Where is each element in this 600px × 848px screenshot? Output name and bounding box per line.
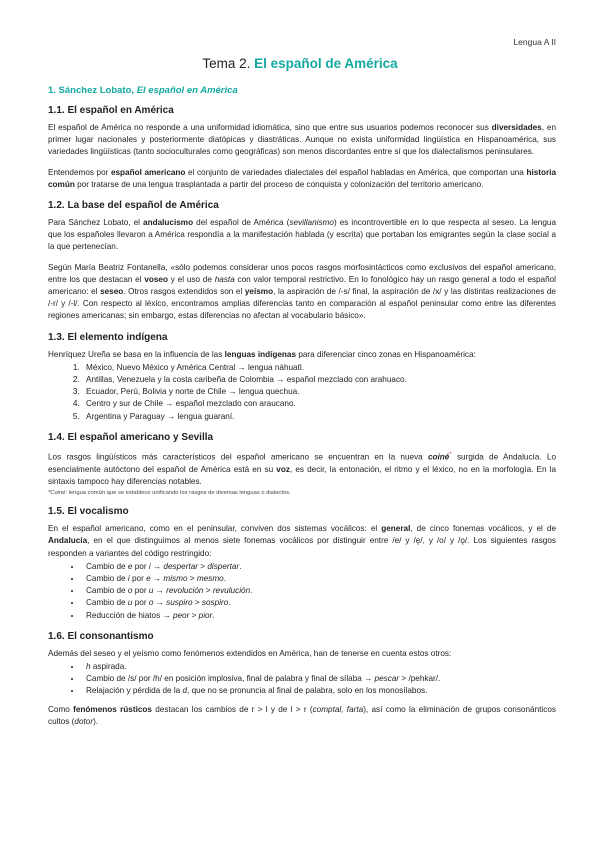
title-main: El español de América [254, 56, 398, 71]
list-item: • Cambio de e por i → despertar > dispertar. [82, 561, 556, 573]
list-item: • h aspirada. [82, 661, 556, 673]
list-item: 5. Argentina y Paraguay → lengua guaraní. [82, 411, 556, 423]
section-heading-1-4: 1.4. El español americano y Sevilla [48, 431, 214, 443]
paragraph: Henríquez Ureña se basa en la influencia de las lenguas indígenas para diferenciar cinco zonas en Hispanoamérica: [48, 349, 476, 359]
paragraph: Además del seseo y el yeísmo como fenómenos extendidos en América, han de tenerse en cuenta estos otros: [48, 648, 452, 658]
paragraph: Como fenómenos rústicos destacan los cambios de r > l y de l > r (comptal, farta), así como la eliminación de grupos consonánticos cultos (dotor). [48, 704, 556, 726]
list-item: 3. Ecuador, Perú, Bolivia y norte de Chile → lengua quechua. [82, 386, 556, 398]
author-heading: 1. Sánchez Lobato, El español en América [48, 85, 238, 96]
paragraph: En el español americano, como en el peninsular, conviven dos sistemas vocálicos: el general, de cinco fonemas vocálicos, y el de Andalucía, en el que distinguimos al menos siete fonemas vocálicos por distinguir entre /e/ y /ę/, y /o/ y /ǫ/. Los siguientes rasgos responden a variantes del código restringido: [48, 524, 557, 558]
list-item: • Reducción de hiatos → peor > pior. [82, 610, 556, 622]
paragraph: Entendemos por español americano el conjunto de variedades dialectales del español habladas en América, que comportan una historia común por tratarse de una lengua trasplantada a partir del proceso de conquista y colonización del territorio americano. [48, 167, 557, 189]
list-item: • Cambio de i por e → mismo > mesmo. [82, 573, 556, 585]
section-heading-1-1: 1.1. El español en América [48, 105, 174, 116]
paragraph: El español de América no responde a una uniformidad idiomática, sino que entre sus usuarios podemos reconocer sus diversidades, en primer lugar nacionales y posteriormente diatópicas y diastráticas. Aunque no exista uniformidad lingüística en Hispanoamérica, sus variedades lingüísticas (tanto socioculturales como geográficas) son menos discordantes entre sí que los dialectalismos peninsulares. [48, 123, 556, 157]
course-header: Lengua A II [513, 37, 556, 47]
document-content [48, 85, 556, 729]
paragraph: Los rasgos lingüísticos más característicos del español americano se encuentran en la nueva coiné* surgida de Andalucía. Lo esencialmente autóctono del español de América está en su voz, es decir, la entonación, el ritmo y el léxico, no en la morfología. En la sintaxis tampoco hay diferencias notables. [48, 451, 557, 486]
list-item: 4. Centro y sur de Chile → español mezclado con araucano. [82, 398, 556, 410]
title-prefix: Tema 2. [202, 56, 251, 71]
section-heading-1-2: 1.2. La base del español de América [48, 200, 219, 212]
list-item: • Cambio de u por o → suspiro > sospiro. [82, 597, 556, 609]
list-item: • Cambio de o por u → revolución > revulución. [82, 585, 556, 597]
footnote: *Coiné: lengua común que se establece unificando los rasgos de diversas lenguas o dialectos. [48, 490, 291, 497]
list-item: • Cambio de /s/ por /h/ en posición implosiva, final de palabra y final de sílaba → pescar > /pehkar/. [82, 673, 556, 685]
paragraph: Según María Beatriz Fontanella, «sólo podemos considerar unos pocos rasgos morfosintácticos como exclusivos del español americano, entre los que destacan el voseo y el uso de hasta con valor temporal restrictivo. En lo fonológico hay un rasgo general a todo el español americano: el seseo. Otros rasgos extendidos son el yeísmo, la aspiración de /-s/ final, la aspiración de /x/ y las distintas realizaciones de /-r/ y /-l/. Con respecto al léxico, encontramos amplias diferencias tanto en comparación al español peninsular como entre las diferentes regiones americanas; sin embargo, estas diferencias no afectan al vocabulario básico». [48, 262, 557, 321]
vowel-changes-list [48, 561, 556, 622]
paragraph: Para Sánchez Lobato, el andalucismo del español de América (sevillanismo) es incontrovertible en lo que respecta al seseo. La lengua que los españoles llevaron a América respondía a la manifestación hablada (y escrita) que portaban los emigrantes según la clase social a la que pertenecían. [48, 218, 557, 252]
section-heading-1-3: 1.3. El elemento indígena [48, 331, 168, 343]
list-item: 2. Antillas, Venezuela y la costa caribeña de Colombia → español mezclado con arahuaco. [82, 374, 556, 386]
consonant-changes-list [48, 661, 556, 698]
zones-list [48, 362, 556, 423]
list-item: • Relajación y pérdida de la d, que no se pronuncia al final de palabra, solo en los monosílabos. [82, 685, 556, 697]
section-heading-1-6: 1.6. El consonantismo [48, 630, 154, 642]
page-title [0, 56, 600, 71]
section-heading-1-5: 1.5. El vocalismo [48, 506, 129, 518]
list-item: 1. México, Nuevo México y América Central → lengua náhuatl. [82, 362, 556, 374]
